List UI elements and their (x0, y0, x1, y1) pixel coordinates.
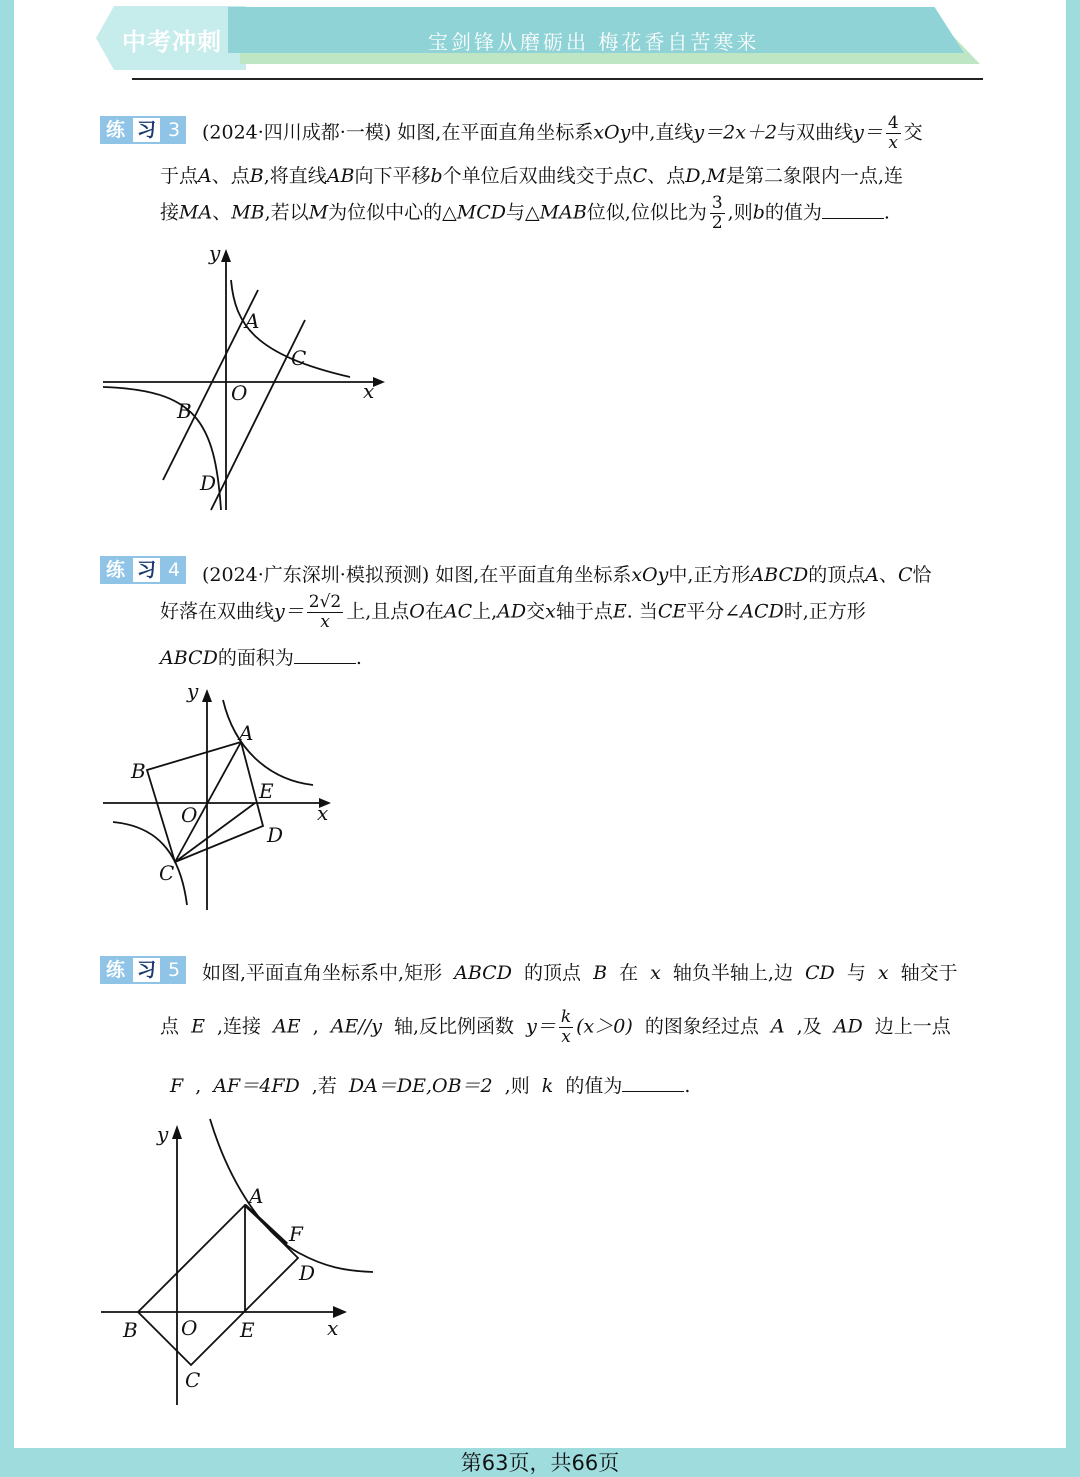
ex3-line-2: 于点A、点B,将直线AB向下平移b个单位后双曲线交于点C、点D,M是第二象限内一点,连 (160, 165, 904, 187)
ex3-line-1: (2024·四川成都·一模) 如图,在平面直角坐标系xOy中,直线y＝2x＋2与双曲线y＝ $\frac{4}{x}$ 交 (202, 113, 923, 153)
answer-blank (294, 649, 356, 664)
ex5-line-1: 如图,平面直角坐标系中,矩形 ABCD 的顶点 B 在 x 轴负半轴上,边 CD 与 x 轴交于 (202, 962, 958, 984)
point-A-label: A (249, 1184, 264, 1208)
origin-label: O (181, 1316, 198, 1340)
point-E-label: E (259, 779, 274, 803)
x-axis-arrow (373, 377, 385, 387)
square-ABCD (147, 742, 263, 862)
point-A-label: A (245, 309, 260, 333)
point-C-label: C (185, 1368, 201, 1392)
exercise-badge-4 (100, 556, 186, 584)
y-axis-arrow (172, 1125, 182, 1139)
point-C-label: C (159, 861, 175, 885)
point-B-label: B (123, 1318, 138, 1342)
page-footer: 第63页，共66页 (460, 1451, 620, 1475)
badge-char-a: 练 (100, 116, 131, 144)
point-B-label: B (177, 399, 192, 423)
ex4-line-2: 好落在双曲线y＝ $\frac{2√2}{x}$ 上,且点O在AC上,AD交x轴于点E. 当CE平分∠ACD时,正方形 (160, 592, 866, 632)
exercise-badge-3 (100, 116, 186, 144)
ex5-line-2: 点 E ,连接 AE , AE//y 轴,反比例函数 y＝ $\frac{k}{x}$ (x＞0) 的图象经过点 A ,及 AD 边上一点 (160, 1007, 951, 1047)
point-D-label: D (299, 1261, 316, 1285)
point-B-label: B (131, 759, 146, 783)
x-label: x (327, 1316, 339, 1340)
badge-char-b: 习 (131, 556, 162, 584)
ex4-line-1: (2024·广东深圳·模拟预测) 如图,在平面直角坐标系xOy中,正方形ABCD的顶点A、C恰 (202, 564, 932, 586)
point-D-label: D (267, 823, 284, 847)
x-label: x (317, 801, 329, 825)
badge-number: 5 (162, 956, 186, 984)
answer-blank (622, 1077, 684, 1092)
header-slogan: 宝剑锋从磨砺出 梅花香自苦寒来 (428, 30, 760, 54)
origin-label: O (231, 381, 248, 405)
arc-AF (245, 1205, 287, 1244)
point-C-label: C (291, 346, 307, 370)
point-E-label: E (240, 1318, 255, 1342)
y-label: y (187, 680, 199, 703)
hyperbola (210, 1119, 373, 1272)
y-label: y (157, 1122, 169, 1146)
fraction: $\frac{2√2}{x}$ (308, 592, 342, 632)
origin-label: O (181, 803, 198, 827)
fraction: $\frac{k}{x}$ (560, 1007, 572, 1047)
diagonal-AC (175, 742, 241, 862)
fraction: $\frac{4}{x}$ (887, 113, 899, 153)
ex4-line-3: ABCD的面积为 . (160, 647, 362, 669)
hyperbola-branch-2 (113, 822, 187, 905)
y-label: y (209, 241, 221, 265)
badge-number: 4 (162, 556, 186, 584)
figure-ex4 (95, 680, 345, 915)
badge-char-b: 习 (131, 116, 162, 144)
exercise-badge-5 (100, 956, 186, 984)
badge-char-a: 练 (100, 556, 131, 584)
answer-blank (822, 204, 884, 219)
badge-char-b: 习 (131, 956, 162, 984)
ex5-line-3: F , AF＝4FD ,若 DA＝DE,OB＝2 ,则 k 的值为 . (170, 1075, 691, 1097)
y-axis-arrow (202, 689, 212, 702)
header-rule (132, 78, 983, 80)
figure-ex5 (95, 1115, 385, 1410)
header-tag: 中考冲刺 (122, 28, 222, 56)
ratio-fraction: $\frac{3}{2}$ (711, 193, 723, 233)
point-D-label: D (200, 471, 217, 495)
rectangle-ABCD (138, 1205, 298, 1365)
figure-ex3 (95, 240, 395, 520)
ex3-line-3: 接MA、MB,若以M为位似中心的△MCD与△MAB位似,位似比为 $\frac{3}{2}$ ,则b的值为 . (160, 193, 890, 233)
point-A-label: A (239, 721, 254, 745)
badge-char-a: 练 (100, 956, 131, 984)
badge-number: 3 (162, 116, 186, 144)
point-F-label: F (289, 1222, 303, 1246)
x-label: x (363, 379, 375, 403)
y-axis-arrow (221, 249, 231, 262)
